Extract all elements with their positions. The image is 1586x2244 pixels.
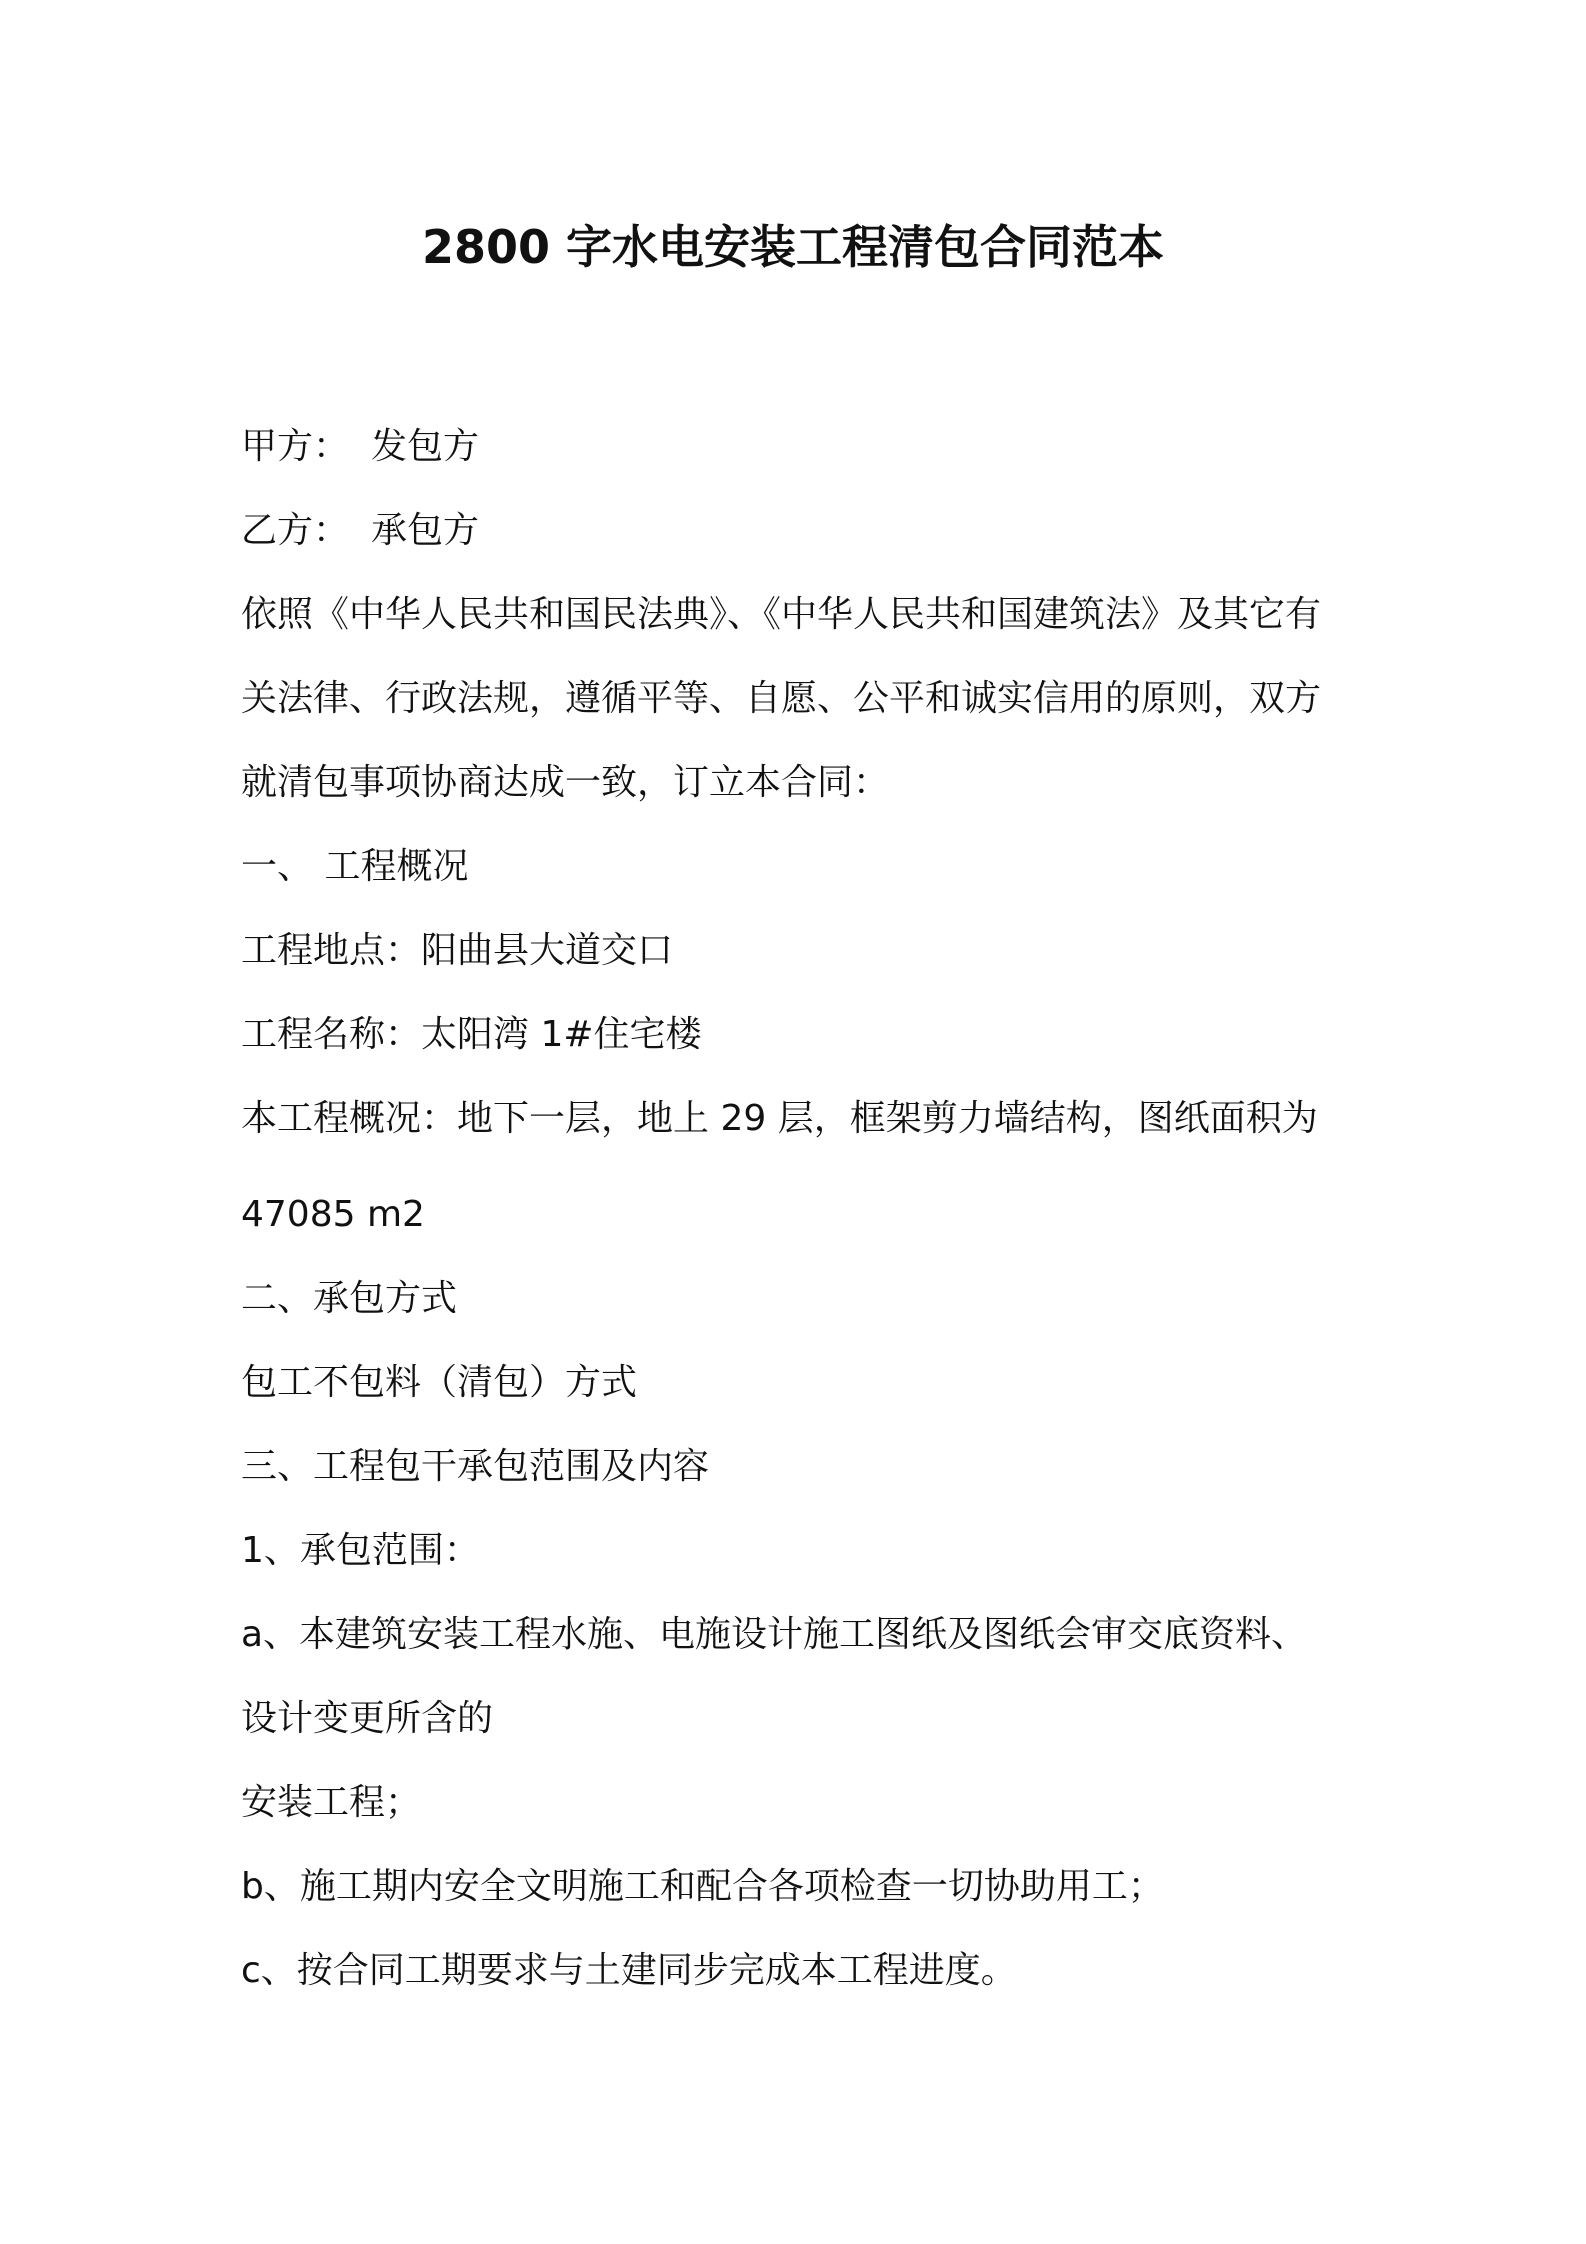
section-3-heading: 三、工程包干承包范围及内容 bbox=[241, 1446, 710, 1487]
party-a-value: 发包方 bbox=[371, 426, 480, 467]
party-b-label: 乙方： bbox=[241, 510, 350, 551]
section-1-heading: 一、 工程概况 bbox=[241, 846, 469, 887]
scope-item-a-line-3: 安装工程； bbox=[241, 1782, 422, 1823]
preamble-line-2: 关法律、行政法规，遵循平等、自愿、公平和诚实信用的原则，双方 bbox=[241, 678, 1322, 719]
party-b-line bbox=[241, 489, 1361, 573]
project-overview-line-2: 47085 m2 bbox=[241, 1194, 425, 1235]
document-title: 2800 字水电安装工程清包合同范本 bbox=[421, 220, 1165, 274]
party-b-value: 承包方 bbox=[371, 510, 480, 551]
document-body bbox=[241, 405, 1361, 2013]
scope-item-b: b、施工期内安全文明施工和配合各项检查一切协助用工； bbox=[241, 1866, 1164, 1907]
party-a-label: 甲方： bbox=[241, 426, 350, 467]
section-2-heading: 二、承包方式 bbox=[241, 1278, 458, 1319]
preamble-line-3: 就清包事项协商达成一致，订立本合同： bbox=[241, 762, 890, 803]
scope-item-c: c、按合同工期要求与土建同步完成本工程进度。 bbox=[241, 1950, 1017, 1991]
contract-method: 包工不包料（清包）方式 bbox=[241, 1362, 638, 1403]
scope-item-a-line-1: a、本建筑安装工程水施、电施设计施工图纸及图纸会审交底资料、 bbox=[241, 1614, 1308, 1655]
preamble-line-1: 依照《中华人民共和国民法典》、《中华人民共和国建筑法》及其它有 bbox=[241, 594, 1322, 635]
project-location: 工程地点：阳曲县大道交口 bbox=[241, 930, 674, 971]
project-name: 工程名称：太阳湾 1#住宅楼 bbox=[241, 1014, 702, 1055]
project-overview-line-1: 本工程概况：地下一层，地上 29 层，框架剪力墙结构，图纸面积为 bbox=[241, 1098, 1318, 1139]
scope-item-a-line-2: 设计变更所含的 bbox=[241, 1698, 494, 1739]
scope-heading: 1、承包范围： bbox=[241, 1530, 480, 1571]
party-a-line bbox=[241, 405, 1361, 489]
